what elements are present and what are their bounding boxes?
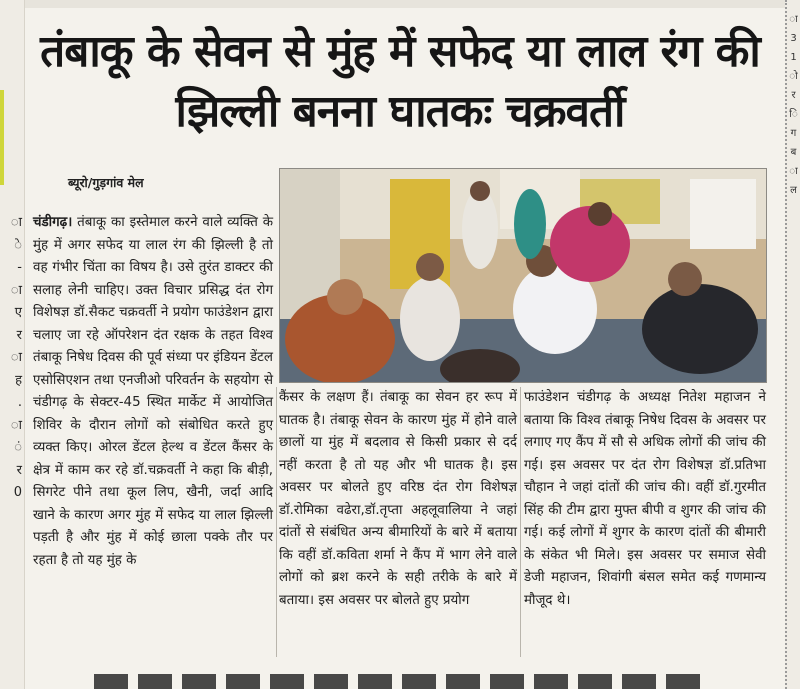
left-accent-bar <box>0 90 4 185</box>
left-column-fragments <box>0 212 22 505</box>
byline: ब्यूरो/गुड़गांव मेल <box>68 175 144 190</box>
headline: तंबाकू के सेवन से मुंह में सफेद या लाल रंग की झिल्ली बनना घातकः चक्रवर्ती <box>40 26 760 137</box>
right-fragment: ो <box>789 71 798 82</box>
left-fragment: े <box>14 237 22 253</box>
left-fragment: 0 <box>13 485 22 500</box>
left-fragment: र <box>16 327 22 343</box>
right-fragment: ा <box>789 14 798 25</box>
left-fragment: ा <box>10 417 22 433</box>
left-fragment: ा <box>10 282 22 298</box>
column-divider <box>520 387 521 657</box>
right-fragment: ा <box>789 166 798 177</box>
column-2-text: कैंसर के लक्षण हैं। तंबाकू का सेवन हर रूप में घातक है। तंबाकू सेवन के कारण मुंह में होने वाले छालों या मुंह में बदलाव से किसी प्रकार से दर्द नहीं करता है तो यह और भी घातक है। इस अवसर पर बोलते हुए वरिष्ठ दंत रोग विशेषज्ञ डॉ.रोमिका वढेरा,डॉ.तृप्ता अहलूवालिया ने जहां दांतों से संबंधित अन्य बीमारियों के बारे में बताया कि वहीं डॉ.कविता शर्मा ने कैंप में भाग लेने वाले लोगों को ब्रश करने के सही तरीके के बारे में बताया। इस अवसर पर बोलते हुए प्रयोग <box>279 390 517 608</box>
left-fragment: ा <box>10 350 22 365</box>
left-fragment: ए <box>14 305 22 320</box>
right-fragment: र <box>791 90 796 101</box>
right-fragment: 1 <box>790 52 797 63</box>
cropped-headline-text <box>94 674 704 689</box>
left-fragment: ं <box>14 440 22 455</box>
top-border <box>24 0 785 8</box>
left-fragment: - <box>17 260 22 275</box>
article-column-1 <box>33 212 273 572</box>
right-fragment: ल <box>790 185 797 196</box>
dateline: चंडीगढ़। <box>33 215 73 230</box>
right-fragment: 3 <box>790 33 797 44</box>
column-divider <box>276 387 277 657</box>
left-fragment: र <box>16 462 22 478</box>
left-fragment: ा <box>10 215 22 230</box>
right-column-fragments <box>787 10 800 200</box>
left-fragment: ह <box>15 372 22 388</box>
article-column-3 <box>524 387 766 612</box>
right-fragment: ि <box>789 109 798 120</box>
right-fragment: ब <box>790 147 797 158</box>
column-3-text: फाउंडेशन चंडीगढ़ के अध्यक्ष नितेश महाजन ने बताया कि विश्व तंबाकू निषेध दिवस के अवसर पर लगाए गए कैंप में सौ से अधिक लोगों की जांच की गई। इस अवसर पर दंत रोग विशेषज्ञ डॉ.प्रतिभा चौहान ने जहां दांतों की जांच की। वहीं डॉ.गुरमीत सिंह की टीम द्वारा मुफ्त बीपी व शुगर की जांच की गई। कई लोगों में शुगर के कारण दांतों की बीमारी के संकेत भी मिले। इस अवसर पर समाज सेवी डेजी महाजन, शिवांगी बंसल समेत कई गणमान्य मौजूद थे। <box>524 390 766 608</box>
left-fragment: . <box>17 395 22 410</box>
next-article-headline-cropped <box>24 668 785 689</box>
dental-camp-photo <box>280 169 766 382</box>
article-photo <box>279 168 767 383</box>
right-fragment: ग <box>790 128 797 139</box>
article-column-2 <box>279 387 517 612</box>
column-1-text: तंबाकू का इस्तेमाल करने वाले व्यक्ति के मुंह में अगर सफेद या लाल रंग की झिल्ली है तो वह गंभीर चिंता का विषय है। उसे तुरंत डाक्टर की सलाह लेनी चाहिए। उक्त विचार प्रसिद्ध दंत रोग विशेषज्ञ डॉ.सैकट चक्रवर्ती ने प्रयोग फाउंडेशन द्वारा चलाए जा रहे ऑपरेशन दंत रक्षक के तहत विश्व तंबाकू निषेध दिवस की पूर्व संध्या पर इंडियन डेंटल एसोसिएशन तथा एनजीओ परिवर्तन के सहयोग से चंडीगढ़ के सेक्टर-45 स्थित मार्केट में आयोजित शिविर के दौरान लोगों को संबोधित करते हुए व्यक्त किए। ओरल डेंटल हेल्थ व डेंटल कैंसर के क्षेत्र में काम कर रहे डॉ.चक्रवर्ती ने कहा कि बीड़ी, सिगरेट पीने तथा कूल लिप, खैनी, जर्दा आदि खाने के कारण अगर मुंह में सफेद या लाल झिल्ली पड़ती है और मुंह में कोई छाला पक्के तौर पर रहता है तो यह मुंह के <box>33 215 273 568</box>
